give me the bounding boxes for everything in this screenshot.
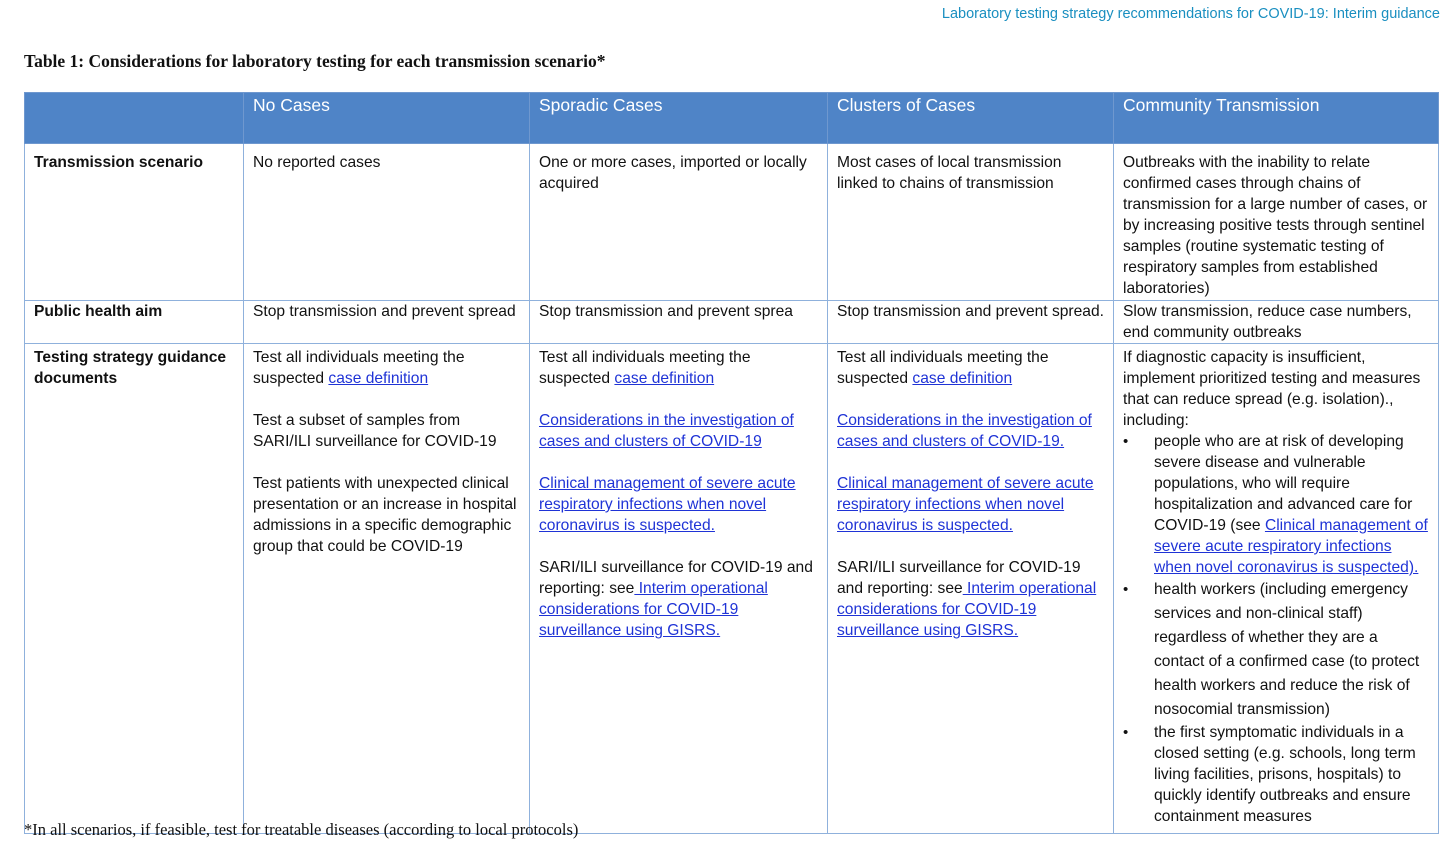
case-definition-link[interactable]: case definition (614, 370, 715, 387)
table-header-row (25, 93, 1439, 144)
table-row-public-health-aim (25, 301, 1439, 344)
cell-transmission-sporadic: One or more cases, imported or locally acquired (530, 144, 828, 301)
guidance-paragraph (837, 557, 1104, 641)
cell-aim-clusters: Stop transmission and prevent spread. (828, 301, 1114, 344)
guidance-paragraph (837, 347, 1104, 389)
investigation-considerations-link[interactable]: Considerations in the investigation of cases and clusters of COVID-19 (539, 412, 794, 450)
surveillance-gisrs-link[interactable]: Interim operational considerations for COVID-19 surveillance using GISRS. (539, 580, 768, 639)
clinical-management-link[interactable]: Clinical management of severe acute respiratory infections when novel coronavirus is suspected). (1154, 517, 1428, 576)
cell-transmission-no-cases: No reported cases (244, 144, 530, 301)
list-item: • the first symptomatic individuals in a closed setting (e.g. schools, long term living facilities, prisons, hospitals) to quickly identify outbreaks and ensure containment measures (1123, 722, 1429, 827)
header-sporadic-cases: Sporadic Cases (530, 93, 828, 144)
guidance-text: Test all individuals meeting the suspected (539, 349, 751, 387)
cell-transmission-clusters: Most cases of local transmission linked to chains of transmission (828, 144, 1114, 301)
cell-aim-no-cases: Stop transmission and prevent spread (244, 301, 530, 344)
guidance-paragraph (539, 557, 818, 641)
guidance-paragraph (253, 347, 520, 389)
cell-aim-community: Slow transmission, reduce case numbers, end community outbreaks (1114, 301, 1439, 344)
guidance-paragraph (539, 410, 818, 452)
table-row-testing-strategy (25, 344, 1439, 834)
row-label-testing-strategy: Testing strategy guidance documents (25, 344, 244, 834)
header-empty (25, 93, 244, 144)
list-item: • health workers (including emergency services and non-clinical staff) regardless of whether they are a contact of a confirmed case (to protect health workers and reduce the risk of nosocomial transmission) (1123, 578, 1429, 722)
guidance-text: SARI/ILI surveillance for COVID-19 and reporting: see (837, 559, 1081, 597)
cell-guidance-sporadic (530, 344, 828, 834)
list-item (1123, 431, 1429, 578)
testing-table (24, 92, 1438, 825)
cell-guidance-no-cases (244, 344, 530, 834)
table-row-transmission-scenario (25, 144, 1439, 301)
guidance-paragraph (837, 473, 1104, 536)
header-community-transmission: Community Transmission (1114, 93, 1439, 144)
header-clusters-of-cases: Clusters of Cases (828, 93, 1114, 144)
priority-groups-list (1123, 431, 1429, 827)
guidance-paragraph (539, 473, 818, 536)
cell-guidance-community (1114, 344, 1439, 834)
guidance-paragraph: Test patients with unexpected clinical presentation or an increase in hospital admissions in a specific demographic group that could be COVID-19 (253, 475, 517, 555)
guidance-intro: If diagnostic capacity is insufficient, implement prioritized testing and measures that can reduce spread (e.g. isolation)., including: (1123, 349, 1421, 429)
guidance-paragraph (539, 347, 818, 389)
guidance-text: SARI/ILI surveillance for COVID-19 and reporting: see (539, 559, 813, 597)
list-item-text: people who are at risk of developing severe disease and vulnerable populations, who will require hospitalization and advanced care for COVID-19 (see (1154, 433, 1413, 534)
surveillance-gisrs-link[interactable]: Interim operational considerations for COVID-19 surveillance using GISRS. (837, 580, 1097, 639)
clinical-management-link[interactable]: Clinical management of severe acute respiratory infections when novel coronavirus is suspected. (539, 475, 796, 534)
running-header: Laboratory testing strategy recommendations for COVID-19: Interim guidance (941, 6, 1440, 22)
guidance-text: Test all individuals meeting the suspected (253, 349, 465, 387)
clinical-management-link[interactable]: Clinical management of severe acute respiratory infections when novel coronavirus is suspected. (837, 475, 1094, 534)
row-label-public-health-aim: Public health aim (25, 301, 244, 344)
case-definition-link[interactable]: case definition (328, 370, 429, 387)
row-label-transmission-scenario: Transmission scenario (25, 144, 244, 301)
investigation-considerations-link[interactable]: Considerations in the investigation of cases and clusters of COVID-19. (837, 412, 1092, 450)
guidance-paragraph (837, 410, 1104, 452)
guidance-text: Test all individuals meeting the suspected (837, 349, 1049, 387)
cell-aim-sporadic: Stop transmission and prevent sprea (530, 301, 828, 344)
cell-transmission-community: Outbreaks with the inability to relate confirmed cases through chains of transmission for a large number of cases, or by increasing positive tests through sentinel samples (routine systematic testing of respiratory samples from established laboratories) (1114, 144, 1439, 301)
header-no-cases: No Cases (244, 93, 530, 144)
case-definition-link[interactable]: case definition (912, 370, 1013, 387)
table-caption: Table 1: Considerations for laboratory testing for each transmission scenario* (24, 51, 606, 71)
cell-guidance-clusters (828, 344, 1114, 834)
table-footnote: *In all scenarios, if feasible, test for treatable diseases (according to local protocols) (24, 820, 579, 839)
guidance-paragraph: Test a subset of samples from SARI/ILI surveillance for COVID-19 (253, 412, 497, 450)
